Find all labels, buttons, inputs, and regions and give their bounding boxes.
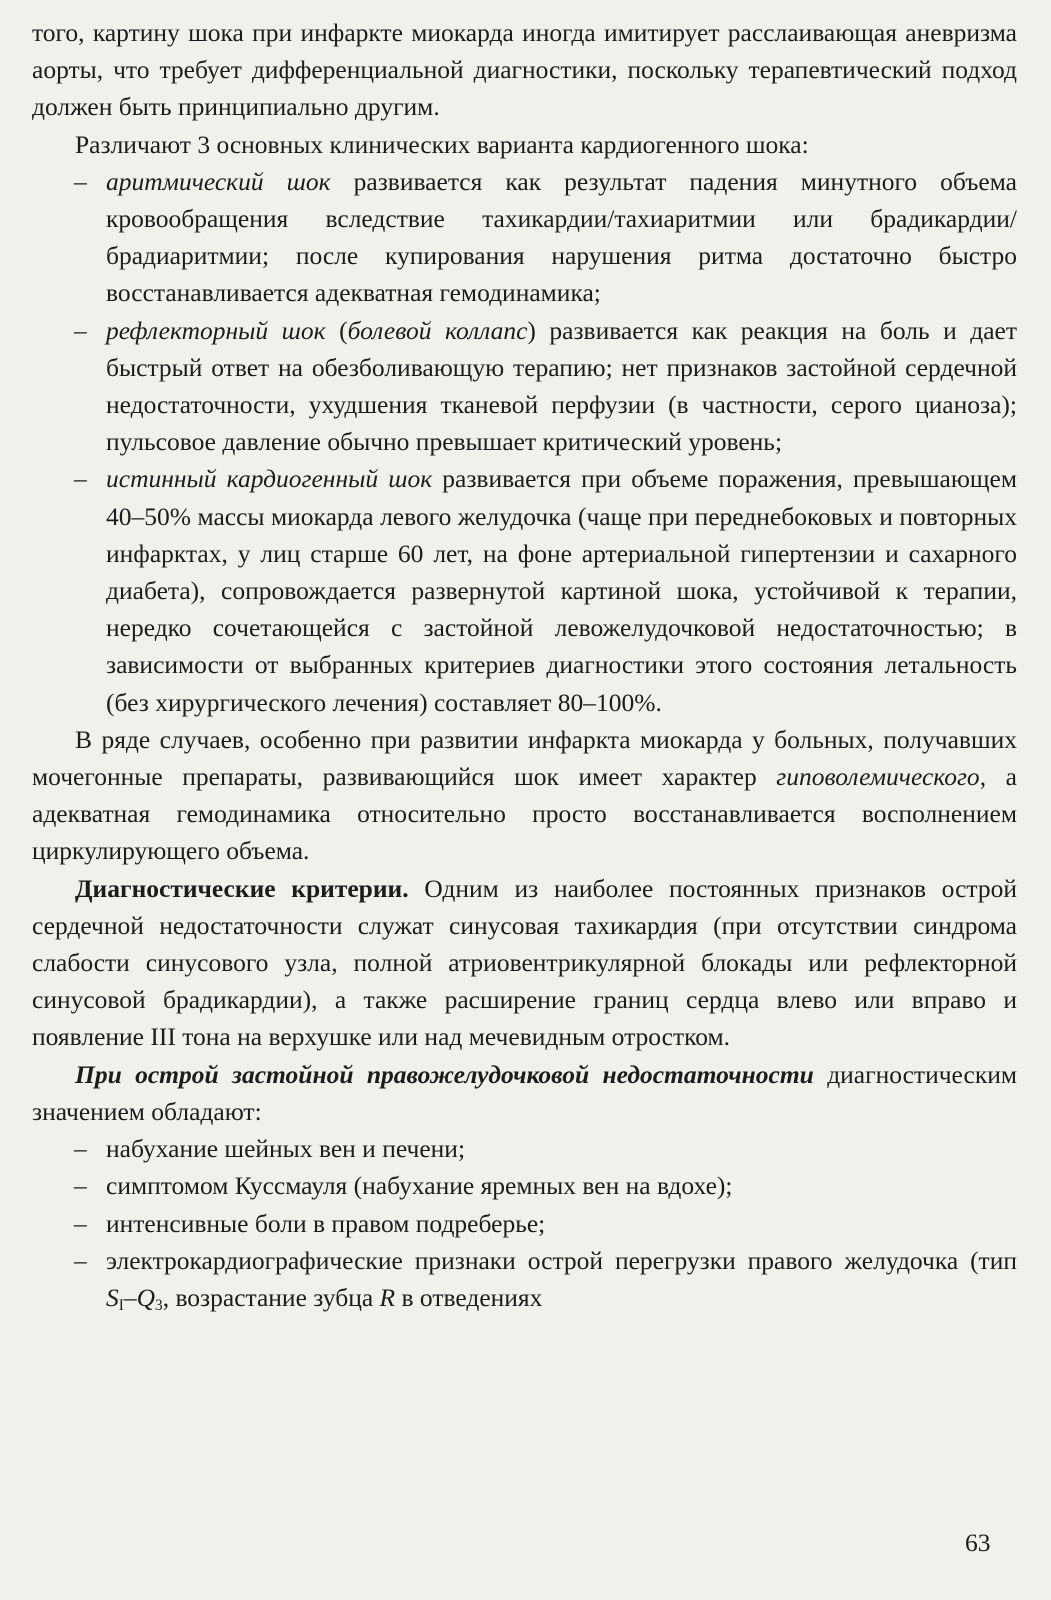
- ecg-symbol-r: R: [379, 1282, 396, 1312]
- paragraph-diagnostic-criteria: [32, 870, 1017, 1056]
- list-item-arrhythmic-shock: [74, 163, 1017, 312]
- list-dash: –: [74, 1245, 87, 1275]
- diagnostic-signs-list: [32, 1130, 1017, 1316]
- term-reflex-shock: рефлекторный шок: [106, 315, 326, 345]
- list-item-text: симптомом Куссмауля (набухание яремных вен на вдохе);: [106, 1171, 733, 1201]
- term-arrhythmic-shock: аритмический шок: [106, 166, 331, 196]
- ecg-dash: –: [123, 1282, 137, 1312]
- list-item-text: развивается как результат падения минутного объема кровообращения вследствие тахикардии/тахиаритмии или брадикардии/брадиаритмии; после купирования нарушения ритма достаточно быстро восстанавливается адекватная гемодинамика;: [106, 166, 1017, 308]
- list-item-text: набухание шейных вен и печени;: [106, 1134, 466, 1164]
- text-part: в отведениях: [395, 1282, 543, 1312]
- list-item-text-part: (: [325, 315, 348, 345]
- list-dash: –: [74, 1134, 87, 1164]
- body-text: [32, 14, 1017, 1316]
- ecg-symbol-s: S: [106, 1282, 119, 1312]
- text-part: , возрастание зубца: [162, 1282, 380, 1312]
- ecg-symbol-q: Q: [136, 1282, 156, 1312]
- list-item: [74, 1167, 1017, 1204]
- list-dash: –: [74, 315, 87, 345]
- ecg-subscript: 3: [155, 1296, 163, 1314]
- text-part: В ряде случаев, особенно при развитии инфаркта миокарда у больных, получавших мочегонные препараты, развивающийся шок имеет характер: [32, 724, 1017, 792]
- list-item-reflex-shock: [74, 312, 1017, 461]
- list-dash: –: [74, 1208, 87, 1238]
- ecg-subscript: I: [118, 1296, 124, 1314]
- text-part: , а адекватная гемодинамика относительно просто восстанавливается восполнением циркулирующего объема.: [32, 762, 1017, 866]
- paragraph-variants-intro: Различают 3 основных клинических варианта кардиогенного шока:: [75, 129, 809, 159]
- list-dash: –: [74, 464, 87, 494]
- paragraph-hypovolemic: [32, 721, 1017, 870]
- run-in-heading: Диагностические критерии.: [75, 873, 409, 903]
- term-hypovolemic: гиповолемического: [776, 762, 980, 792]
- list-item-text: интенсивные боли в правом подреберье;: [106, 1208, 546, 1238]
- paragraph-aneurysm: того, картину шока при инфаркте миокарда иногда имитирует расслаивающая аневризма аорты, что требует дифференциальной диагностики, поскольку терапевтический подход должен быть принципиально другим.: [32, 18, 1017, 122]
- term-pain-collapse: болевой коллапс: [347, 315, 528, 345]
- text-part: диагностическим значением обладают:: [32, 1059, 1017, 1126]
- list-item-ecg-signs: [74, 1242, 1017, 1316]
- term-true-cardiogenic-shock: истинный кардиогенный шок: [106, 464, 433, 494]
- run-in-heading: При острой застойной правожелудочковой недостаточности: [75, 1059, 814, 1089]
- list-item: [74, 1205, 1017, 1242]
- paragraph-right-ventricular: [32, 1056, 1017, 1130]
- list-item-text: развивается при объеме поражения, превышающем 40–50% массы миокарда левого желудочка (чаще при переднебоковых и повторных инфарктах, у лиц старше 60 лет, на фоне артериальной гипертензии и сахарного диабета), сопровождается развернутой картиной шока, устойчивой к терапии, нередко сочетающейся с застойной левожелудочковой недостаточностью; в зависимости от выбранных критериев диагностики этого состояния летальность (без хирургического лечения) составляет 80–100%.: [106, 464, 1017, 717]
- list-item: [74, 1130, 1017, 1167]
- text-part: электрокардиографические признаки острой перегрузки правого желудочка (тип: [106, 1245, 1017, 1275]
- list-item-text: ) развивается как реакция на боль и дает быстрый ответ на обезболивающую терапию; нет признаков застойной сердечной недостаточности, ухудшения тканевой перфузии (в частности, серого цианоза); пульсовое давление обычно превышает критический уровень;: [106, 315, 1017, 457]
- list-dash: –: [74, 166, 87, 196]
- list-dash: –: [74, 1171, 87, 1201]
- shock-variants-list: [32, 163, 1017, 721]
- text-part: Одним из наиболее постоянных признаков острой сердечной недостаточности служат синусовая тахикардия (при отсутствии синдрома слабости синусового узла, полной атриовентрикулярной блокады или рефлекторной синусовой брадикардии), а также расширение границ сердца влево или вправо и появление III тона на верхушке или над мечевидным отростком.: [32, 873, 1017, 1052]
- page-number: 63: [965, 1528, 991, 1557]
- list-item-true-cardiogenic-shock: [74, 460, 1017, 720]
